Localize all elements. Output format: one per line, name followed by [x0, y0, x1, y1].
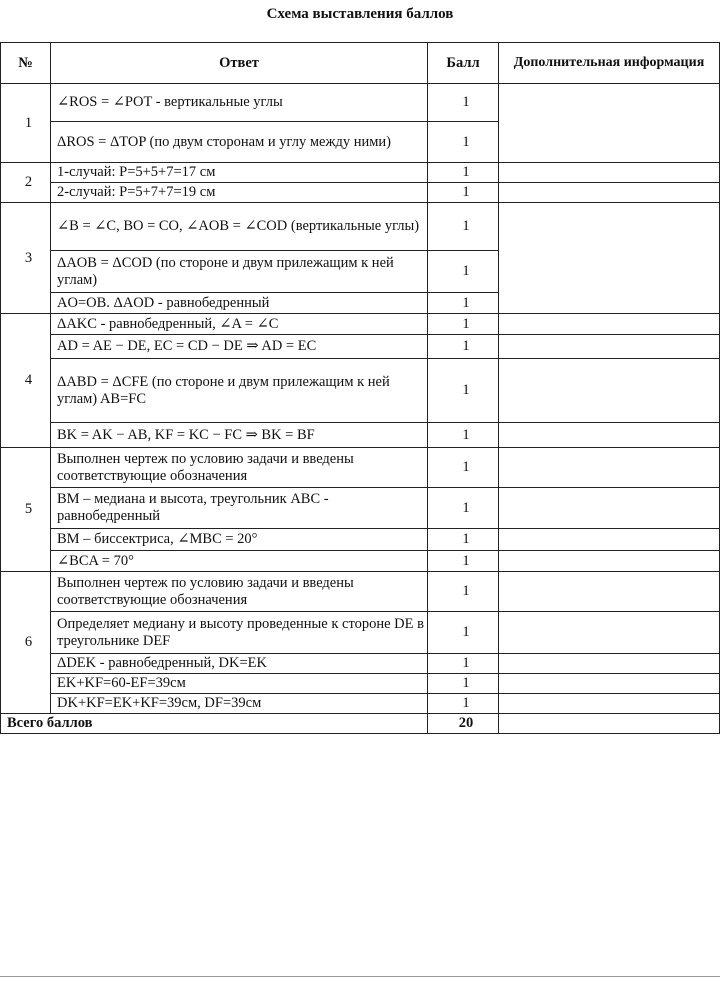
answer-cell: ΔAOB = ΔCOD (по стороне и двум прилежащим к ней углам): [51, 251, 428, 293]
points-cell: 1: [428, 551, 499, 572]
answer-cell: AD = AE − DE, EC = CD − DE ⇒ AD = EC: [51, 335, 428, 359]
points-cell: 1: [428, 251, 499, 293]
table-row: [1, 163, 720, 183]
table-row: [1, 335, 720, 359]
table-row: [1, 674, 720, 694]
points-cell: 1: [428, 529, 499, 551]
table-row: [1, 448, 720, 488]
answer-cell: 1-случай: P=5+5+7=17 см: [51, 163, 428, 183]
points-cell: 1: [428, 694, 499, 714]
total-label: Всего баллов: [1, 714, 428, 734]
answer-cell: DK+KF=EK+KF=39см, DF=39см: [51, 694, 428, 714]
points-cell: 1: [428, 674, 499, 694]
table-row: [1, 694, 720, 714]
points-cell: 1: [428, 203, 499, 251]
table-row: [1, 423, 720, 448]
total-extra: [499, 714, 720, 734]
header-extra: Дополнительная информация: [499, 43, 720, 84]
extra-info-cell: [499, 203, 720, 314]
answer-cell: EK+KF=60-EF=39см: [51, 674, 428, 694]
points-cell: 1: [428, 572, 499, 612]
table-row: [1, 529, 720, 551]
extra-info-cell: [499, 448, 720, 488]
points-cell: 1: [428, 84, 499, 122]
answer-cell: ∠ROS = ∠POT - вертикальные углы: [51, 84, 428, 122]
answer-cell: BM – биссектриса, ∠MBC = 20°: [51, 529, 428, 551]
header-num: №: [1, 43, 51, 84]
answer-cell: Выполнен чертеж по условию задачи и введены соответствующие обозначения: [51, 572, 428, 612]
table-row: [1, 612, 720, 654]
answer-cell: 2-случай: P=5+7+7=19 см: [51, 183, 428, 203]
points-cell: 1: [428, 423, 499, 448]
extra-info-cell: [499, 572, 720, 612]
points-cell: 1: [428, 122, 499, 163]
score-table: [0, 42, 720, 734]
points-cell: 1: [428, 293, 499, 314]
task-number: 1: [1, 84, 51, 163]
points-cell: 1: [428, 163, 499, 183]
extra-info-cell: [499, 529, 720, 551]
table-row: [1, 572, 720, 612]
answer-cell: ΔDEK - равнобедренный, DK=EK: [51, 654, 428, 674]
points-cell: 1: [428, 654, 499, 674]
points-cell: 1: [428, 488, 499, 529]
table-row: [1, 84, 720, 122]
answer-cell: BM – медиана и высота, треугольник ABC - равнобедренный: [51, 488, 428, 529]
extra-info-cell: [499, 314, 720, 335]
task-number: 2: [1, 163, 51, 203]
answer-cell: ∠B = ∠C, BO = CO, ∠AOB = ∠COD (вертикальные углы): [51, 203, 428, 251]
header-answer: Ответ: [51, 43, 428, 84]
table-body: [1, 84, 720, 714]
points-cell: 1: [428, 183, 499, 203]
extra-info-cell: [499, 359, 720, 423]
answer-cell: BK = AK − AB, KF = KC − FC ⇒ BK = BF: [51, 423, 428, 448]
table-row: [1, 203, 720, 251]
points-cell: 1: [428, 314, 499, 335]
page-divider: [0, 976, 720, 977]
task-number: 5: [1, 448, 51, 572]
table-row: [1, 488, 720, 529]
extra-info-cell: [499, 183, 720, 203]
answer-cell: Выполнен чертеж по условию задачи и введены соответствующие обозначения: [51, 448, 428, 488]
answer-cell: Определяет медиану и высоту проведенные к стороне DE в треугольнике DEF: [51, 612, 428, 654]
extra-info-cell: [499, 654, 720, 674]
table-header-row: [1, 43, 720, 84]
extra-info-cell: [499, 84, 720, 163]
extra-info-cell: [499, 423, 720, 448]
extra-info-cell: [499, 335, 720, 359]
extra-info-cell: [499, 612, 720, 654]
page-title: Схема выставления баллов: [266, 6, 454, 22]
answer-cell: AO=OB. ΔAOD - равнобедренный: [51, 293, 428, 314]
points-cell: 1: [428, 612, 499, 654]
extra-info-cell: [499, 694, 720, 714]
total-row: [1, 714, 720, 734]
extra-info-cell: [499, 163, 720, 183]
table-row: [1, 314, 720, 335]
points-cell: 1: [428, 448, 499, 488]
task-number: 4: [1, 314, 51, 448]
table-row: [1, 654, 720, 674]
task-number: 3: [1, 203, 51, 314]
extra-info-cell: [499, 551, 720, 572]
answer-cell: ∠BCA = 70°: [51, 551, 428, 572]
extra-info-cell: [499, 488, 720, 529]
table-row: [1, 551, 720, 572]
answer-cell: ΔROS = ΔTOP (по двум сторонам и углу между ними): [51, 122, 428, 163]
answer-cell: ΔAKC - равнобедренный, ∠A = ∠C: [51, 314, 428, 335]
answer-cell: ΔABD = ΔCFE (по стороне и двум прилежащим к ней углам) AB=FC: [51, 359, 428, 423]
table-row: [1, 359, 720, 423]
total-points: 20: [428, 714, 499, 734]
header-points: Балл: [428, 43, 499, 84]
task-number: 6: [1, 572, 51, 714]
points-cell: 1: [428, 335, 499, 359]
table-row: [1, 183, 720, 203]
extra-info-cell: [499, 674, 720, 694]
points-cell: 1: [428, 359, 499, 423]
